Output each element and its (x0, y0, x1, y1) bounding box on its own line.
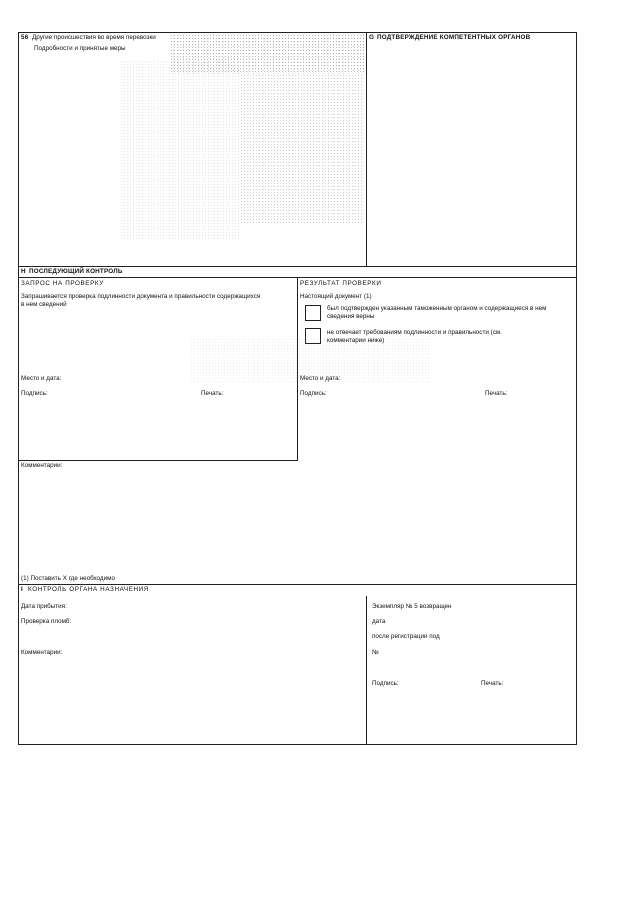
destination-stamp-label: Печать: (481, 680, 504, 687)
request-place-date-label: Место и дата: (21, 375, 62, 382)
arrival-date-label: Дата прибытия: (21, 603, 67, 610)
section-g-title: ПОДТВЕРЖДЕНИЕ КОМПЕТЕНТНЫХ ОРГАНОВ (377, 34, 531, 41)
request-text: Запрашивается проверка подлинности документа и правильности содержащихся в нем сведений (21, 293, 261, 308)
section-56-subtitle: Подробности и принятые меры (34, 45, 126, 52)
scan-noise-area (240, 74, 364, 224)
request-stamp-label: Печать: (201, 390, 224, 397)
option-not-valid-label: не отвечает требованиям подлинности и правильности (см. комментарии ниже) (327, 329, 502, 344)
seal-check-label: Проверка пломб: (21, 618, 72, 625)
section-56-title: Другие происшествия во время перевозки (32, 34, 156, 41)
result-signature-label: Подпись: (300, 390, 327, 397)
section-h-title: ПОСЛЕДУЮЩИЙ КОНТРОЛЬ (29, 268, 123, 275)
option-confirmed-checkbox[interactable] (305, 305, 321, 321)
footnote: (1) Поставить X где необходимо (21, 575, 115, 582)
divider-56-g (366, 32, 367, 266)
divider-i-right (366, 596, 367, 744)
request-signature-label: Подпись: (21, 390, 48, 397)
option-confirmed-label: был подтвержден указанным таможенным органом и содержащиеся в нем сведения верны (327, 305, 547, 320)
frame-left-border (18, 32, 19, 744)
scan-noise-area (120, 60, 240, 240)
after-registration-label: после регистрации под (372, 633, 440, 640)
divider-i-top (18, 584, 576, 585)
return-date-label: дата (372, 618, 386, 625)
destination-comments-label: Комментарии: (21, 649, 63, 656)
frame-top-border (18, 32, 576, 33)
section-56-number: 56 (21, 34, 29, 41)
divider-h-top (18, 266, 576, 267)
registration-number-label: № (372, 649, 379, 656)
section-h-letter: H (21, 268, 26, 275)
comments-label: Комментарии: (21, 462, 63, 469)
result-document-label: Настоящий документ (1) (300, 293, 372, 300)
result-title: РЕЗУЛЬТАТ ПРОВЕРКИ (300, 280, 382, 287)
section-i-letter: I (21, 586, 23, 593)
frame-bottom-border (18, 744, 577, 745)
result-place-date-label: Место и дата: (300, 375, 341, 382)
section-i-title: КОНТРОЛЬ ОРГАНА НАЗНАЧЕНИЯ (28, 586, 149, 593)
divider-request-bottom (18, 460, 298, 461)
request-title: ЗАПРОС НА ПРОВЕРКУ (21, 280, 104, 287)
destination-signature-label: Подпись: (372, 680, 399, 687)
frame-right-border (576, 32, 577, 744)
copy-returned-label: Экземпляр № 5 возвращен (372, 603, 452, 610)
section-g-letter: G (369, 34, 375, 41)
result-stamp-label: Печать: (485, 390, 508, 397)
